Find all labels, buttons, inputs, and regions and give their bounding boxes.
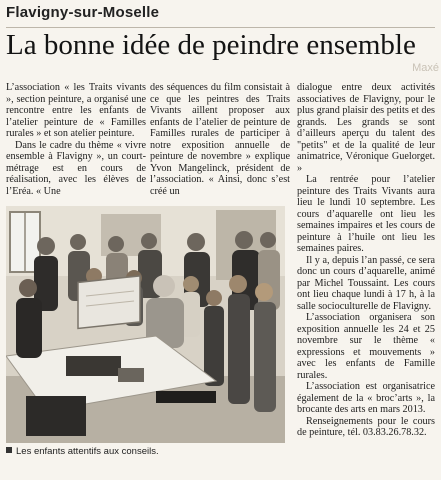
paragraph: des séquences du film consistait à ce que les peintres des Traits Vivants aillent proposer aux enfants de l’atelier de peinture de Familles rurales de participer à notre exposition annuelle de peinture de novembre » explique Yvon Mangelinck, président de l’association. « Ainsi, donc s’est créé un	[150, 82, 290, 197]
photo-caption	[6, 446, 289, 457]
article-headline: La bonne idée de peindre ensemble	[6, 29, 416, 61]
text-column-2	[150, 82, 290, 197]
caption-text: Les enfants attentifs aux conseils.	[16, 446, 159, 457]
bullet-square-icon	[6, 447, 12, 453]
paragraph: Renseignements pour le cours de peinture, tél. 03.83.26.78.32.	[297, 415, 435, 438]
paragraph: L’association organisera son exposition annuelle les 24 et 25 novembre sur le thème « expressions et mouvements » avec les enfants de Famille rurales.	[297, 312, 435, 381]
paragraph: dialogue entre deux activités associatives de Flavigny, pour le plus grand plaisir des petits et des grands. Les grands se sont d’ailleurs aperçu du talent des "petits" et de la qualité de leur animatrice, Véronique Guelorget. »	[297, 82, 435, 174]
paragraph: Il y a, depuis l’an passé, ce sera donc un cours d’aquarelle, animé par Michel Toussaint. Les cours ont lieu chaque lundi à 17 h, à la salle socioculturelle de Flavigny.	[297, 254, 435, 312]
kicker-divider	[6, 27, 435, 28]
adjacent-article-bleed: Maxé	[412, 62, 439, 74]
text-column-3	[297, 82, 435, 439]
text-column-1	[6, 82, 146, 197]
paragraph: L’association est organisatrice également de la « broc’arts », la brocante des arts en mars 2013.	[297, 381, 435, 415]
paragraph: L’association « les Traits vivants », section peinture, a organisé une rencontre entre les enfants de l’atelier peinture de « Familles rurales » et son atelier peinture.	[6, 82, 146, 139]
paragraph: Dans le cadre du thème « vivre ensemble à Flavigny », un court-métrage est en cours de réalisation, avec les élèves de l’Eréa. « Une	[6, 139, 146, 197]
location-kicker: Flavigny-sur-Moselle	[6, 4, 160, 21]
paragraph: La rentrée pour l’atelier peinture des Traits Vivants aura lieu le lundi 10 septembre. Les cours d’aquarelle ont lieu les semaines impaires et les cours de peinture à l’huile ont lieu les semaines paires.	[297, 174, 435, 254]
article-photo	[6, 206, 285, 443]
photo-illustration	[6, 206, 285, 443]
